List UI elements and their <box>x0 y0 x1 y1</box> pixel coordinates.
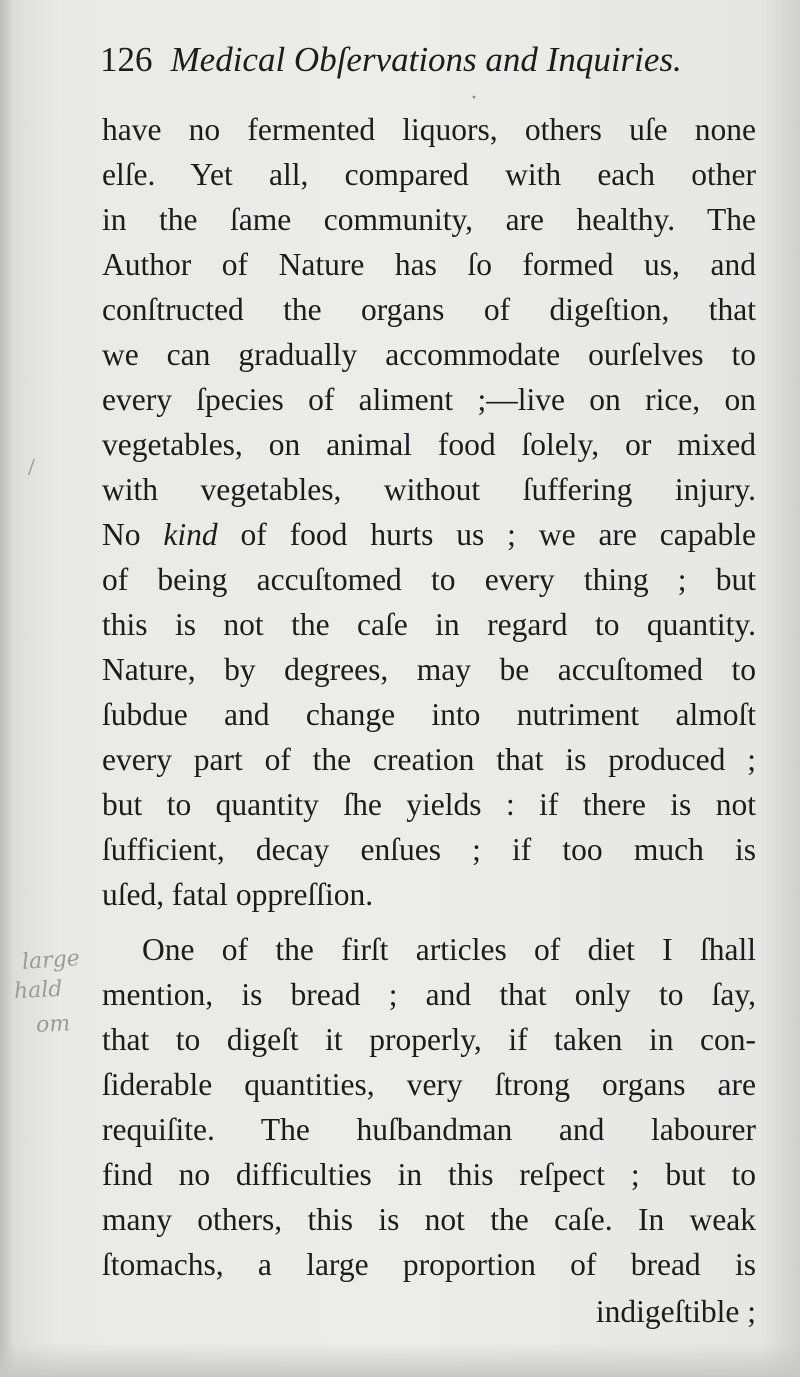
running-title: Medical Obſervations and Inquiries. <box>170 40 682 79</box>
text-line: One of the firſt articles of diet I ſhall <box>142 932 756 967</box>
page-header <box>100 40 740 90</box>
text-line: Author of Nature has ſo formed us, and <box>102 247 756 282</box>
text-line: but to quantity ſhe yields : if there is not <box>102 787 756 822</box>
text-line: with vegetables, without ſuffering injury. <box>102 472 756 507</box>
text-line: elſe. Yet all, compared with each other <box>102 157 756 192</box>
page-gutter-shadow <box>0 0 14 1377</box>
text-line: this is not the caſe in regard to quantity. <box>102 607 756 642</box>
text-line: vegetables, on animal food ſolely, or mixed <box>102 427 756 462</box>
emphasis: kind <box>163 517 218 552</box>
margin-annotation: large <box>21 946 81 975</box>
text-line: every part of the creation that is produced ; <box>102 742 756 777</box>
text-line: of being accuſtomed to every thing ; but <box>102 562 756 597</box>
text-line: ſubdue and change into nutriment almoſt <box>102 697 756 732</box>
text-line: ſufficient, decay enſues ; if too much is <box>102 832 756 867</box>
text-line: every ſpecies of aliment ;—live on rice, on <box>102 382 756 417</box>
text-line: conſtructed the organs of digeſtion, that <box>102 292 756 327</box>
text-line: uſed, fatal oppreſſion. <box>102 877 374 912</box>
text-line <box>102 513 756 557</box>
text-run: No <box>102 517 164 552</box>
text-line: ſtomachs, a large proportion of bread is <box>102 1247 756 1282</box>
text-line: mention, is bread ; and that only to ſay, <box>102 977 756 1012</box>
ink-mark: · <box>470 85 478 111</box>
catchword: indigeſtible ; <box>595 1294 756 1329</box>
page-number: 126 <box>100 40 153 79</box>
ink-mark: / <box>28 455 35 481</box>
page-bottom-shadow <box>0 1343 800 1377</box>
text-run: of food hurts us ; we are capable <box>217 517 756 552</box>
text-line: many others, this is not the caſe. In weak <box>102 1202 756 1237</box>
text-line: find no difficulties in this reſpect ; but to <box>102 1157 756 1192</box>
text-line: ſiderable quantities, very ſtrong organs are <box>102 1067 756 1102</box>
text-line: in the ſame community, are healthy. The <box>102 202 756 237</box>
text-line: have no fermented liquors, others uſe none <box>102 112 756 147</box>
text-line: we can gradually accommodate ourſelves to <box>102 337 756 372</box>
text-line: requiſite. The huſbandman and labourer <box>102 1112 756 1147</box>
margin-annotation: hald <box>13 976 64 1005</box>
text-line: that to digeſt it properly, if taken in con- <box>102 1022 756 1057</box>
margin-annotation: om <box>35 1011 71 1038</box>
text-line: Nature, by degrees, may be accuſtomed to <box>102 652 756 687</box>
